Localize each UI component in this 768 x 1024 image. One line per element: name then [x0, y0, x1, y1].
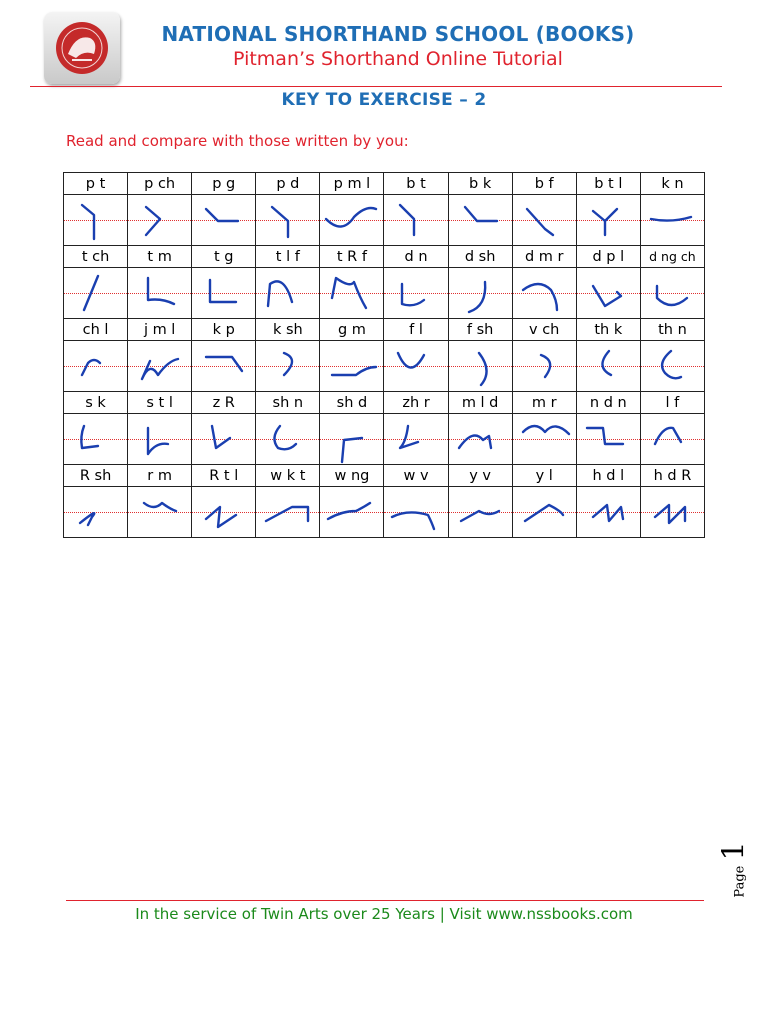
outline-stroke	[577, 195, 641, 245]
shorthand-outline	[64, 195, 128, 246]
outline-stroke	[449, 341, 513, 391]
shorthand-outline	[192, 341, 256, 392]
shorthand-outline	[640, 487, 704, 538]
shorthand-outline	[448, 195, 512, 246]
shorthand-outline	[512, 341, 576, 392]
shorthand-outline	[640, 341, 704, 392]
outline-label: y v	[448, 465, 512, 487]
outline-stroke	[449, 268, 513, 318]
outline-label: t m	[128, 246, 192, 268]
shorthand-outline	[448, 341, 512, 392]
outline-label: p m l	[320, 173, 384, 195]
outline-stroke	[641, 268, 705, 318]
outline-label: t g	[192, 246, 256, 268]
symbol-row	[64, 487, 705, 538]
outline-label: p d	[256, 173, 320, 195]
shorthand-outline	[448, 414, 512, 465]
outline-stroke	[449, 487, 513, 537]
outline-label: s k	[64, 392, 128, 414]
outline-label: m l d	[448, 392, 512, 414]
outline-stroke	[256, 414, 320, 464]
outline-stroke	[513, 268, 577, 318]
outline-label: d sh	[448, 246, 512, 268]
outline-label: g m	[320, 319, 384, 341]
outline-label: th k	[576, 319, 640, 341]
outline-stroke	[384, 268, 448, 318]
shorthand-outline	[192, 268, 256, 319]
shorthand-outline	[128, 487, 192, 538]
shorthand-outline	[640, 414, 704, 465]
outline-label: w ng	[320, 465, 384, 487]
label-row	[64, 173, 705, 195]
outline-label: h d R	[640, 465, 704, 487]
outline-label: d ng ch	[640, 246, 704, 268]
shorthand-outline	[320, 195, 384, 246]
outline-stroke	[128, 268, 192, 318]
header-divider	[30, 86, 722, 87]
outline-label: r m	[128, 465, 192, 487]
outline-label: h d l	[576, 465, 640, 487]
shorthand-outline	[192, 487, 256, 538]
shorthand-outline	[512, 487, 576, 538]
shorthand-outline	[576, 195, 640, 246]
shorthand-outline	[192, 414, 256, 465]
outline-label: zh r	[384, 392, 448, 414]
outline-stroke	[192, 414, 256, 464]
school-logo	[44, 12, 120, 84]
outline-label: sh n	[256, 392, 320, 414]
outline-label: p ch	[128, 173, 192, 195]
outline-stroke	[256, 487, 320, 537]
shorthand-outline	[384, 268, 448, 319]
shorthand-outline	[128, 341, 192, 392]
outline-stroke	[320, 195, 384, 245]
shorthand-outline	[512, 414, 576, 465]
shorthand-outline	[128, 414, 192, 465]
outline-label: t ch	[64, 246, 128, 268]
outline-stroke	[577, 487, 641, 537]
outline-label: ch l	[64, 319, 128, 341]
outline-label: z R	[192, 392, 256, 414]
shorthand-outline	[64, 268, 128, 319]
shorthand-outline	[576, 268, 640, 319]
shorthand-outline	[384, 487, 448, 538]
outline-label: b t l	[576, 173, 640, 195]
outline-label: p g	[192, 173, 256, 195]
shorthand-outline	[256, 341, 320, 392]
outline-label: w v	[384, 465, 448, 487]
outline-stroke	[256, 268, 320, 318]
outline-stroke	[64, 341, 128, 391]
outline-label: s t l	[128, 392, 192, 414]
outline-stroke	[513, 195, 577, 245]
shorthand-outline	[320, 268, 384, 319]
shorthand-outline	[64, 414, 128, 465]
outline-stroke	[641, 195, 705, 245]
outline-label: R t l	[192, 465, 256, 487]
outline-stroke	[384, 487, 448, 537]
shorthand-outline	[384, 195, 448, 246]
exercise-title: KEY TO EXERCISE – 2	[281, 90, 487, 110]
outline-stroke	[192, 341, 256, 391]
shorthand-outline	[640, 195, 704, 246]
shorthand-outline	[256, 195, 320, 246]
outline-stroke	[64, 414, 128, 464]
outline-label: m r	[512, 392, 576, 414]
shorthand-outline	[256, 268, 320, 319]
shorthand-outline	[448, 268, 512, 319]
shorthand-outline	[576, 341, 640, 392]
outline-stroke	[64, 487, 128, 537]
outline-stroke	[577, 341, 641, 391]
page-number-value: 1	[716, 841, 752, 861]
footer-text: In the service of Twin Arts over 25 Years | Visit www.nssbooks.com	[135, 905, 633, 923]
shorthand-outline	[320, 487, 384, 538]
outline-stroke	[384, 414, 448, 464]
shorthand-outline	[576, 487, 640, 538]
outline-stroke	[513, 414, 577, 464]
symbol-row	[64, 341, 705, 392]
shorthand-outline	[320, 341, 384, 392]
outline-label: k n	[640, 173, 704, 195]
shorthand-outline	[512, 195, 576, 246]
outline-stroke	[641, 414, 705, 464]
shorthand-outline	[320, 414, 384, 465]
tutorial-subtitle: Pitman’s Shorthand Online Tutorial	[233, 48, 563, 70]
label-row	[64, 392, 705, 414]
outline-stroke	[128, 487, 192, 537]
outline-stroke	[128, 414, 192, 464]
outline-stroke	[64, 195, 128, 245]
shorthand-outline	[384, 414, 448, 465]
school-title: NATIONAL SHORTHAND SCHOOL (BOOKS)	[161, 22, 635, 46]
outline-stroke	[641, 487, 705, 537]
shorthand-outline	[256, 414, 320, 465]
symbol-row	[64, 268, 705, 319]
outline-label: b t	[384, 173, 448, 195]
outline-stroke	[128, 341, 192, 391]
outline-stroke	[449, 414, 513, 464]
outline-label: b k	[448, 173, 512, 195]
label-row	[64, 319, 705, 341]
outline-label: sh d	[320, 392, 384, 414]
symbol-row	[64, 414, 705, 465]
outline-label: f sh	[448, 319, 512, 341]
symbol-row	[64, 195, 705, 246]
outline-stroke	[128, 195, 192, 245]
outline-stroke	[449, 195, 513, 245]
outline-label: w k t	[256, 465, 320, 487]
label-row	[64, 465, 705, 487]
outline-stroke	[641, 341, 705, 391]
outline-stroke	[577, 414, 641, 464]
outline-label: th n	[640, 319, 704, 341]
outline-label: d p l	[576, 246, 640, 268]
outline-stroke	[513, 487, 577, 537]
outline-label: j m l	[128, 319, 192, 341]
outline-label: f l	[384, 319, 448, 341]
outline-label: R sh	[64, 465, 128, 487]
outline-stroke	[192, 487, 256, 537]
shorthand-outline	[576, 414, 640, 465]
shorthand-outline	[128, 195, 192, 246]
outline-stroke	[577, 268, 641, 318]
shorthand-outline	[192, 195, 256, 246]
outline-stroke	[192, 268, 256, 318]
outline-stroke	[64, 268, 128, 318]
page-word: Page	[732, 865, 748, 898]
exercise-instruction: Read and compare with those written by you:	[66, 132, 409, 150]
outline-label: t R f	[320, 246, 384, 268]
label-row	[64, 246, 705, 268]
outline-label: b f	[512, 173, 576, 195]
outline-stroke	[513, 341, 577, 391]
outline-label: t l f	[256, 246, 320, 268]
outline-stroke	[320, 268, 384, 318]
outline-label: p t	[64, 173, 128, 195]
footer-divider	[66, 900, 704, 901]
outline-stroke	[192, 195, 256, 245]
shorthand-outline	[128, 268, 192, 319]
shorthand-outline	[448, 487, 512, 538]
page-number	[716, 838, 756, 902]
shorthand-outline	[256, 487, 320, 538]
shorthand-outline	[512, 268, 576, 319]
outline-stroke	[320, 341, 384, 391]
outline-stroke	[256, 341, 320, 391]
outline-stroke	[384, 195, 448, 245]
outline-label: k p	[192, 319, 256, 341]
outline-stroke	[384, 341, 448, 391]
outline-label: d m r	[512, 246, 576, 268]
outline-stroke	[320, 487, 384, 537]
outline-label: d n	[384, 246, 448, 268]
shorthand-outline	[384, 341, 448, 392]
shorthand-table	[63, 172, 705, 538]
outline-stroke	[320, 414, 384, 464]
shorthand-outline	[64, 341, 128, 392]
shorthand-outline	[64, 487, 128, 538]
outline-label: l f	[640, 392, 704, 414]
outline-stroke	[256, 195, 320, 245]
outline-label: n d n	[576, 392, 640, 414]
outline-label: k sh	[256, 319, 320, 341]
outline-label: v ch	[512, 319, 576, 341]
shorthand-outline	[640, 268, 704, 319]
outline-label: y l	[512, 465, 576, 487]
